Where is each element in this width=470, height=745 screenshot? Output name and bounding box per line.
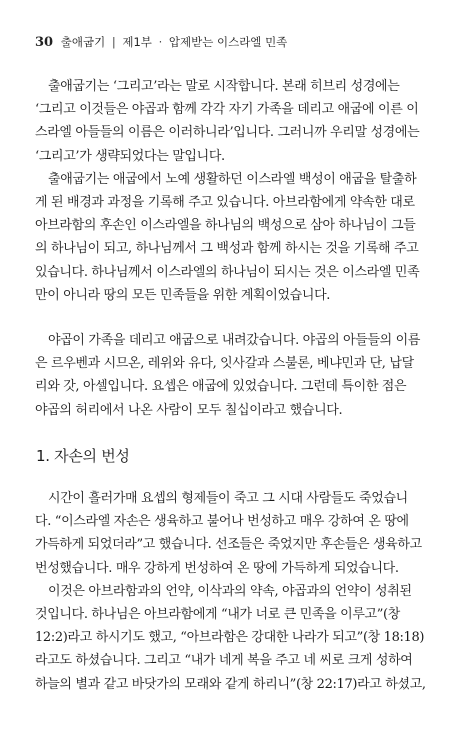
text-line: 라고도 하셨습니다. 그리고 “내가 네게 복을 주고 네 씨로 크게 성하여 bbox=[35, 653, 413, 669]
text-line: 게 된 배경과 과정을 기록해 주고 있습니다. 아브라함에게 약속한 대로 bbox=[35, 195, 415, 211]
text-line: 야곱이 가족을 데리고 애굽으로 내려갔습니다. 야곱의 아들들의 이름 bbox=[48, 333, 421, 348]
text-line: ‘그리고’가 생략되었다는 말입니다. bbox=[35, 148, 225, 164]
running-header bbox=[35, 34, 435, 51]
text-line: 있습니다. 하나님께서 이스라엘의 하나님이 되시는 것은 이스라엘 민족 bbox=[35, 264, 420, 280]
header-book-title: 출애굽기 bbox=[60, 35, 106, 49]
text-line: 번성했습니다. 매우 강하게 번성하여 온 땅에 가득하게 되었습니다. bbox=[35, 560, 399, 576]
text-line: 은 르우벤과 시므온, 레위와 유다, 잇사갈과 스불론, 베냐민과 단, 납달 bbox=[35, 356, 414, 372]
text-line: ‘그리고 이것들은 야곱과 함께 각각 자기 가족을 데리고 애굽에 이른 이 bbox=[35, 102, 419, 118]
text-line: 아브라함의 후손인 이스라엘을 하나님의 백성으로 삼아 하나님이 그들 bbox=[35, 218, 416, 234]
section-heading: 1. 자손의 번성 bbox=[36, 447, 130, 465]
header-chapter-title: 압제받는 이스라엘 민족 bbox=[168, 35, 288, 49]
paragraph-block-jacob-family bbox=[35, 329, 435, 422]
text-line: 출애굽기는 ‘그리고’라는 말로 시작합니다. 본래 히브리 성경에는 bbox=[48, 79, 400, 94]
paragraph-block-section-1 bbox=[35, 487, 435, 696]
header-dot-separator: · bbox=[158, 35, 163, 49]
text-line: 리와 갓, 아셀입니다. 요셉은 애굽에 있었습니다. 그런데 특이한 점은 bbox=[35, 379, 407, 395]
text-line: 의 하나님이 되고, 하나님께서 그 백성과 함께 하시는 것을 기록해 주고 bbox=[35, 241, 419, 257]
text-line: 것입니다. 하나님은 아브라함에게 “내가 너로 큰 민족을 이루고”(창 bbox=[35, 607, 400, 623]
text-line: 스라엘 아들들의 이름은 이러하니라’입니다. 그러니까 우리말 성경에는 bbox=[35, 125, 420, 141]
header-part: 제1부 bbox=[122, 35, 152, 49]
text-line: 만이 아니라 땅의 모든 민족들을 위한 계획이었습니다. bbox=[35, 287, 331, 303]
text-line: 출애굽기는 애굽에서 노예 생활하던 이스라엘 백성이 애굽을 탈출하 bbox=[48, 171, 417, 187]
header-separator: | bbox=[111, 35, 116, 49]
text-line: 야곱의 허리에서 나온 사람이 모두 칠십이라고 했습니다. bbox=[35, 402, 343, 418]
paragraph-block-intro bbox=[35, 75, 435, 307]
text-line: 이것은 아브라함과의 언약, 이삭과의 약속, 야곱과의 언약이 성취된 bbox=[48, 583, 412, 599]
text-line: 하늘의 별과 같고 바닷가의 모래와 같게 하리니”(창 22:17)라고 하셨고, bbox=[35, 676, 426, 692]
text-line: 12:2)라고 하시기도 했고, “아브라함은 강대한 나라가 되고”(창 18:18) bbox=[35, 630, 425, 646]
page-number: 30 bbox=[35, 35, 54, 50]
text-line: 가득하게 되었더라”고 했습니다. 선조들은 죽었지만 후손들은 생육하고 bbox=[35, 537, 422, 553]
text-line: 시간이 흘러가매 요셉의 형제들이 죽고 그 시대 사람들도 죽었습니 bbox=[48, 491, 408, 506]
text-line: 다. “이스라엘 자손은 생육하고 불어나 번성하고 매우 강하여 온 땅에 bbox=[35, 514, 409, 530]
